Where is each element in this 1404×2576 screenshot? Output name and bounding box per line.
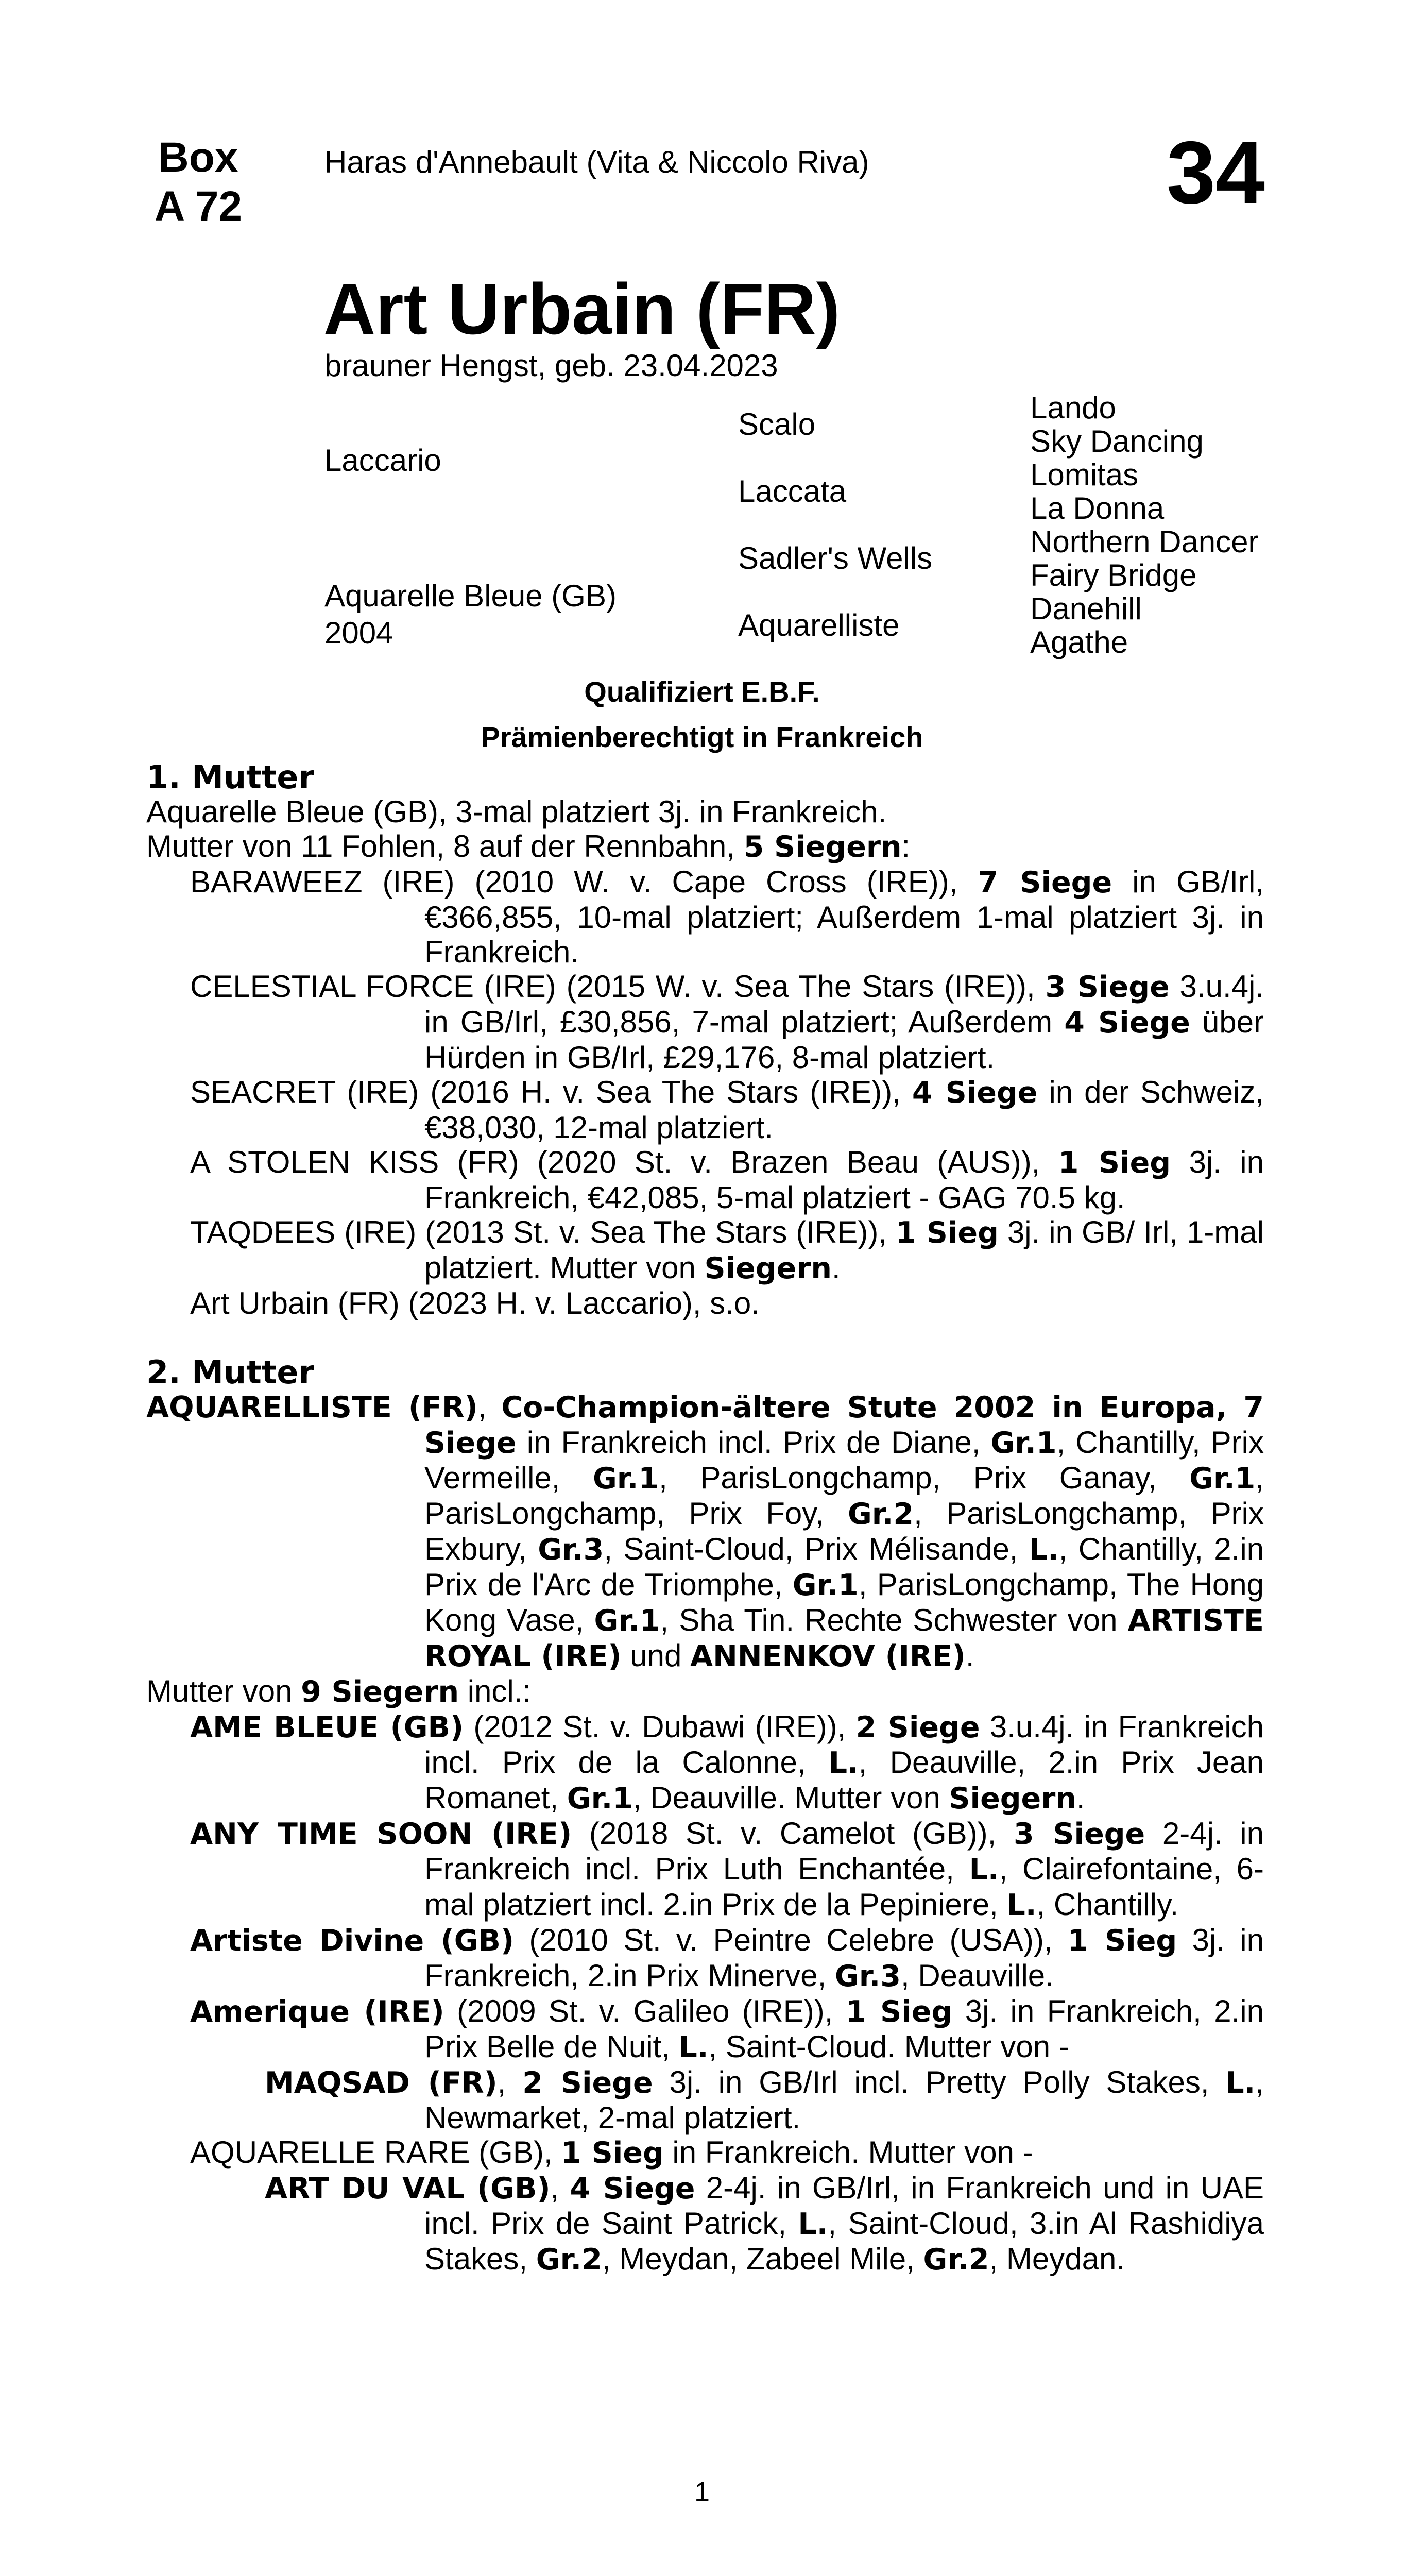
box-word: Box [158, 134, 238, 181]
pedigree-dam-dam: Aquarelliste [738, 608, 900, 642]
offspring-entry: AME BLEUE (GB) (2012 St. v. Dubawi (IRE)), 2 Siege 3.u.4j. in Frankreich incl. Prix de la Calonne, L., Deauville, 2.in Prix Jean Romanet, Gr.1, Deauville. Mutter von Siegern. [190, 1709, 1264, 1816]
pedigree-g3-7: Danehill [1030, 591, 1142, 626]
pedigree-g3-3: Lomitas [1030, 457, 1139, 492]
grand-offspring-entry: MAQSAD (FR), 2 Siege 3j. in GB/Irl incl. Pretty Polly Stakes, L., Newmarket, 2-mal platziert. [265, 2065, 1264, 2135]
pedigree-g3-6: Fairy Bridge [1030, 558, 1197, 592]
first-dam-heading: 1. Mutter [146, 758, 315, 796]
qualification-france: Prämienberechtigt in Frankreich [481, 721, 923, 753]
lot-number: 34 [1166, 123, 1265, 222]
pedigree-g3-8: Agathe [1030, 625, 1128, 659]
pedigree-g3-1: Lando [1030, 391, 1116, 425]
second-dam-heading: 2. Mutter [146, 1353, 315, 1391]
offspring-entry: TAQDEES (IRE) (2013 St. v. Sea The Stars (IRE)), 1 Sieg 3j. in GB/ Irl, 1-mal platziert. Mutter von Siegern. [190, 1215, 1264, 1285]
offspring-entry: CELESTIAL FORCE (IRE) (2015 W. v. Sea The Stars (IRE)), 3 Siege 3.u.4j. in GB/Irl, £30,856, 7-mal platziert; Außerdem 4 Siege über Hürden in GB/Irl, £29,176, 8-mal platziert. [190, 969, 1264, 1075]
pedigree-g3-4: La Donna [1030, 491, 1165, 526]
pedigree-sire-sire: Scalo [738, 407, 816, 442]
pedigree-dam: Aquarelle Bleue (GB) [324, 579, 617, 613]
page-number: 1 [694, 2477, 710, 2507]
offspring-entry: Art Urbain (FR) (2023 H. v. Laccario), s.o. [190, 1286, 760, 1320]
box-label [147, 133, 250, 231]
pedigree-dam-year: 2004 [324, 616, 393, 650]
first-dam-line: Aquarelle Bleue (GB), 3-mal platziert 3j. in Frankreich. [146, 794, 887, 829]
offspring-entry: Artiste Divine (GB) (2010 St. v. Peintre Celebre (USA)), 1 Sieg 3j. in Frankreich, 2.in Prix Minerve, Gr.3, Deauville. [190, 1923, 1264, 1993]
catalogue-body [146, 760, 1264, 2277]
horse-name: Art Urbain (FR) [323, 268, 841, 349]
offspring-entry: ANY TIME SOON (IRE) (2018 St. v. Camelot (GB)), 3 Siege 2-4j. in Frankreich incl. Prix Luth Enchantée, L., Clairefontaine, 6-mal platziert incl. 2.in Prix de la Pepiniere, L., Chantilly. [190, 1816, 1264, 1922]
offspring-entry: Amerique (IRE) (2009 St. v. Galileo (IRE)), 1 Sieg 3j. in Frankreich, 2.in Prix Belle de Nuit, L., Saint-Cloud. Mutter von - [190, 1994, 1264, 2064]
pedigree-g3-5: Northern Dancer [1030, 524, 1259, 559]
pedigree-sire-dam: Laccata [738, 474, 847, 509]
grand-offspring-entry: ART DU VAL (GB), 4 Siege 2-4j. in GB/Irl, in Frankreich und in UAE incl. Prix de Saint Patrick, L., Saint-Cloud, 3.in Al Rashidiya Stakes, Gr.2, Meydan, Zabeel Mile, Gr.2, Meydan. [265, 2171, 1264, 2277]
offspring-entry: BARAWEEZ (IRE) (2010 W. v. Cape Cross (IRE)), 7 Siege in GB/Irl, €366,855, 10-mal platziert; Außerdem 1-mal platziert 3j. in Frankreich. [190, 865, 1264, 969]
first-dam-offspring-intro: Mutter von 11 Fohlen, 8 auf der Rennbahn, 5 Siegern: [146, 829, 911, 864]
pedigree-g3-2: Sky Dancing [1030, 424, 1204, 459]
offspring-entry: SEACRET (IRE) (2016 H. v. Sea The Stars (IRE)), 4 Siege in der Schweiz, €38,030, 12-mal platziert. [190, 1075, 1264, 1145]
offspring-entry: A STOLEN KISS (FR) (2020 St. v. Brazen Beau (AUS)), 1 Sieg 3j. in Frankreich, €42,085, 5-mal platziert - GAG 70.5 kg. [190, 1145, 1264, 1215]
horse-description: brauner Hengst, geb. 23.04.2023 [324, 348, 778, 383]
offspring-entry: AQUARELLE RARE (GB), 1 Sieg in Frankreich. Mutter von - [190, 2135, 1033, 2170]
pedigree-sire: Laccario [324, 443, 441, 478]
seller: Haras d'Annebault (Vita & Niccolo Riva) [324, 145, 869, 179]
box-number: A 72 [154, 183, 243, 230]
qualification-ebf: Qualifiziert E.B.F. [584, 675, 820, 708]
second-dam-entry: AQUARELLISTE (FR), Co-Champion-ältere Stute 2002 in Europa, 7 Siege in Frankreich incl. Prix de Diane, Gr.1, Chantilly, Prix Vermeille, Gr.1, ParisLongchamp, Prix Ganay, Gr.1, ParisLongchamp, Prix Foy, Gr.2, ParisLongchamp, Prix Exbury, Gr.3, Saint-Cloud, Prix Mélisande, L., Chantilly, 2.in Prix de l'Arc de Triomphe, Gr.1, ParisLongchamp, The Hong Kong Vase, Gr.1, Sha Tin. Rechte Schwester von ARTISTE ROYAL (IRE) und ANNENKOV (IRE). [146, 1389, 1264, 1673]
second-dam-offspring-intro: Mutter von 9 Siegern incl.: [146, 1674, 532, 1709]
pedigree-dam-sire: Sadler's Wells [738, 541, 933, 575]
